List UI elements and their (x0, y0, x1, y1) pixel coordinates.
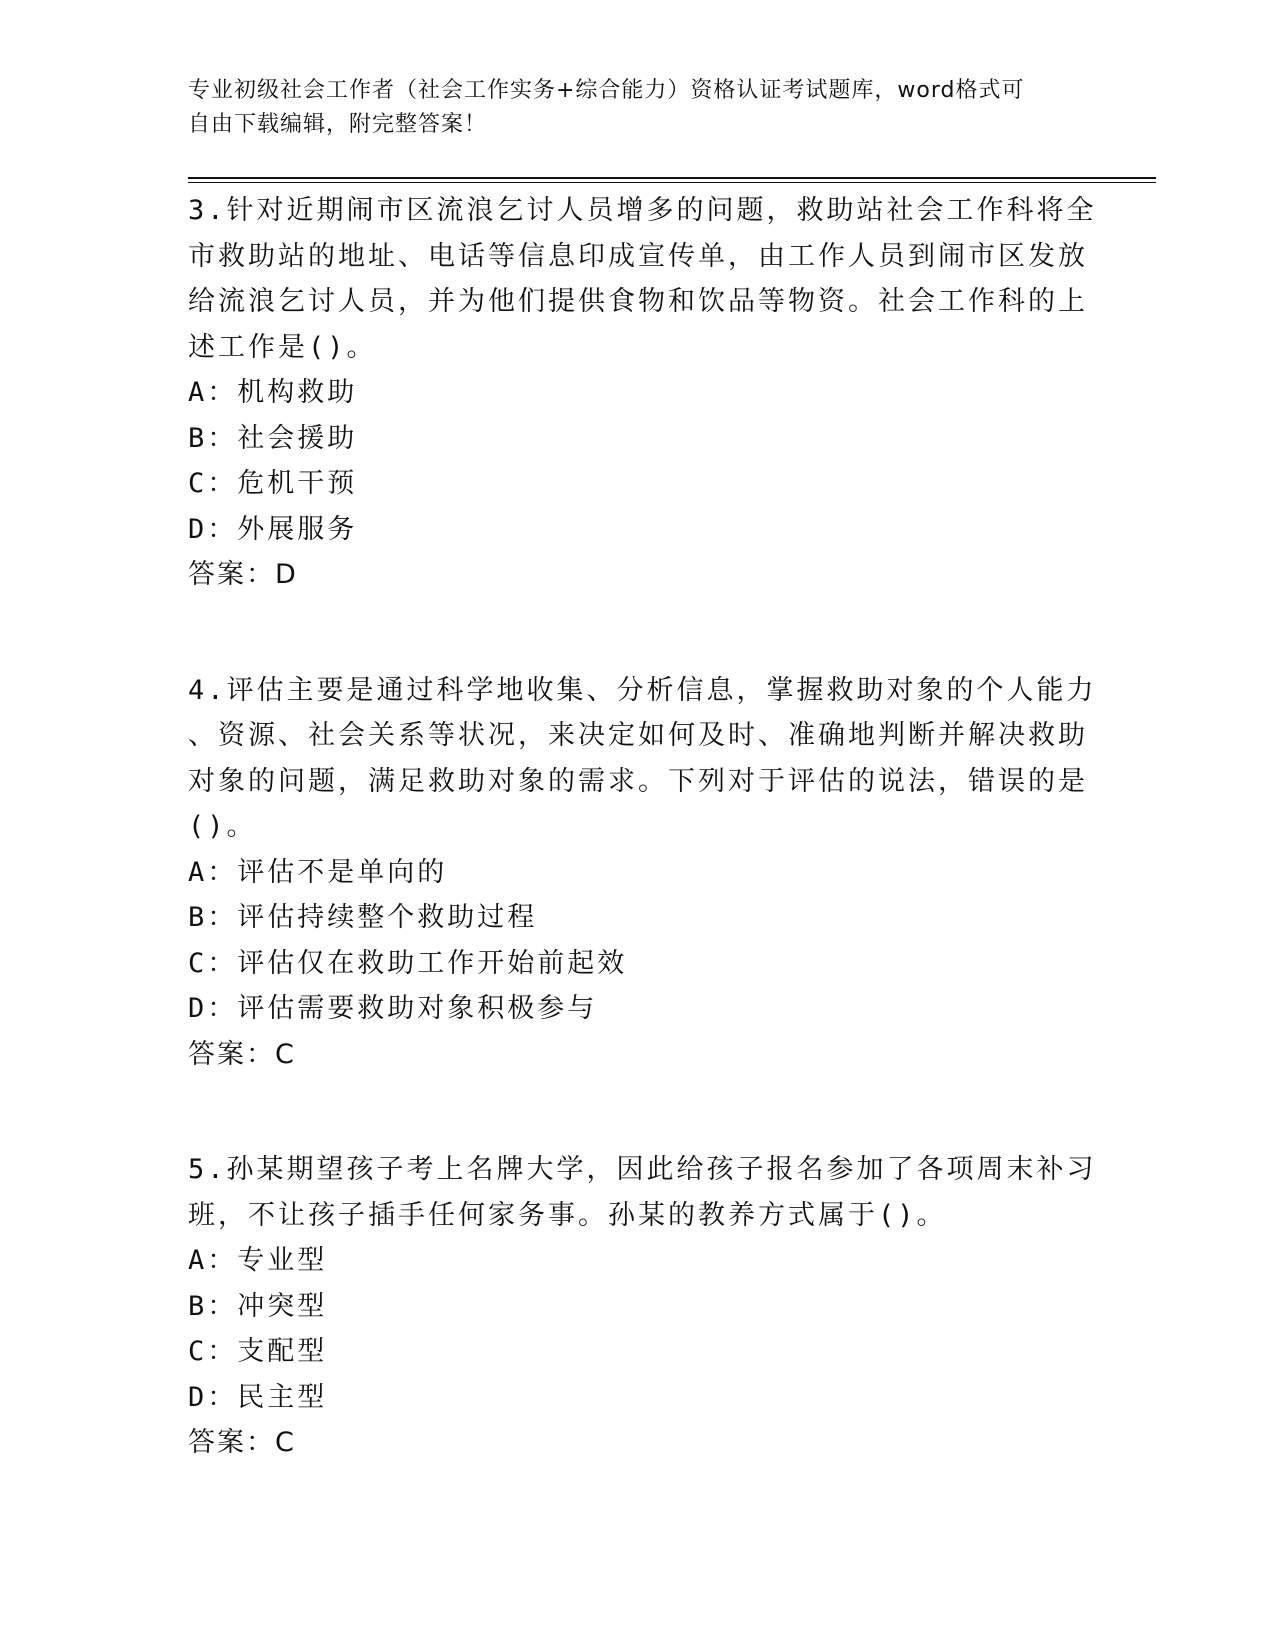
option-c: C：评估仅在救助工作开始前起效 (188, 947, 628, 979)
option-c: C：支配型 (188, 1336, 328, 1367)
header-line-2: 自由下载编辑，附完整答案！ (188, 112, 488, 137)
header-line-1: 专业初级社会工作者（社会工作实务+综合能力）资格认证考试题库，word格式可 (188, 78, 1025, 103)
question-stem-line: 4.评估主要是通过科学地收集、分析信息，掌握救助对象的个人能力 (188, 674, 1097, 706)
option-d: D：民主型 (188, 1381, 328, 1413)
question-stem (188, 1147, 1097, 1238)
question-list (188, 188, 1097, 1536)
question-stem-line: 班，不让孩子插手任何家务事。孙某的教养方式属于()。 (188, 1199, 947, 1231)
question-4 (188, 668, 1097, 1078)
header-divider-thin (188, 182, 1156, 183)
answer-line: 答案：D (188, 559, 298, 590)
question-stem-line: 3.针对近期闹市区流浪乞讨人员增多的问题，救助站社会工作科将全 (188, 195, 1097, 226)
question-stem-line: 对象的问题，满足救助对象的需求。下列对于评估的说法，错误的是 (188, 765, 1088, 797)
option-a: A：专业型 (188, 1245, 328, 1276)
option-b: B：评估持续整个救助过程 (188, 902, 538, 933)
option-b: B：冲突型 (188, 1290, 328, 1322)
option-c: C：危机干预 (188, 468, 358, 499)
option-d: D：评估需要救助对象积极参与 (188, 993, 598, 1024)
option-a: A：评估不是单向的 (188, 856, 448, 888)
question-stem-line: 市救助站的地址、电话等信息印成宣传单，由工作人员到闹市区发放 (188, 240, 1088, 272)
question-stem-line: 给流浪乞讨人员，并为他们提供食物和饮品等物资。社会工作科的上 (188, 286, 1088, 317)
question-stem-line: 、资源、社会关系等状况，来决定如何及时、准确地判断并解决救助 (188, 720, 1088, 751)
question-stem-line: 述工作是()。 (188, 331, 377, 363)
document-header (188, 74, 1088, 142)
option-d: D：外展服务 (188, 513, 358, 545)
question-5 (188, 1147, 1097, 1466)
question-stem-line: 5.孙某期望孩子考上名牌大学，因此给孩子报名参加了各项周末补习 (188, 1154, 1097, 1185)
option-a: A：机构救助 (188, 377, 358, 408)
question-stem-line: ()。 (188, 811, 257, 842)
option-b: B：社会援助 (188, 422, 358, 454)
answer-line: 答案：C (188, 1038, 296, 1070)
answer-line: 答案：C (188, 1427, 296, 1458)
question-stem (188, 668, 1097, 850)
question-stem (188, 188, 1097, 370)
question-3 (188, 188, 1097, 598)
header-divider-thick (188, 177, 1156, 179)
